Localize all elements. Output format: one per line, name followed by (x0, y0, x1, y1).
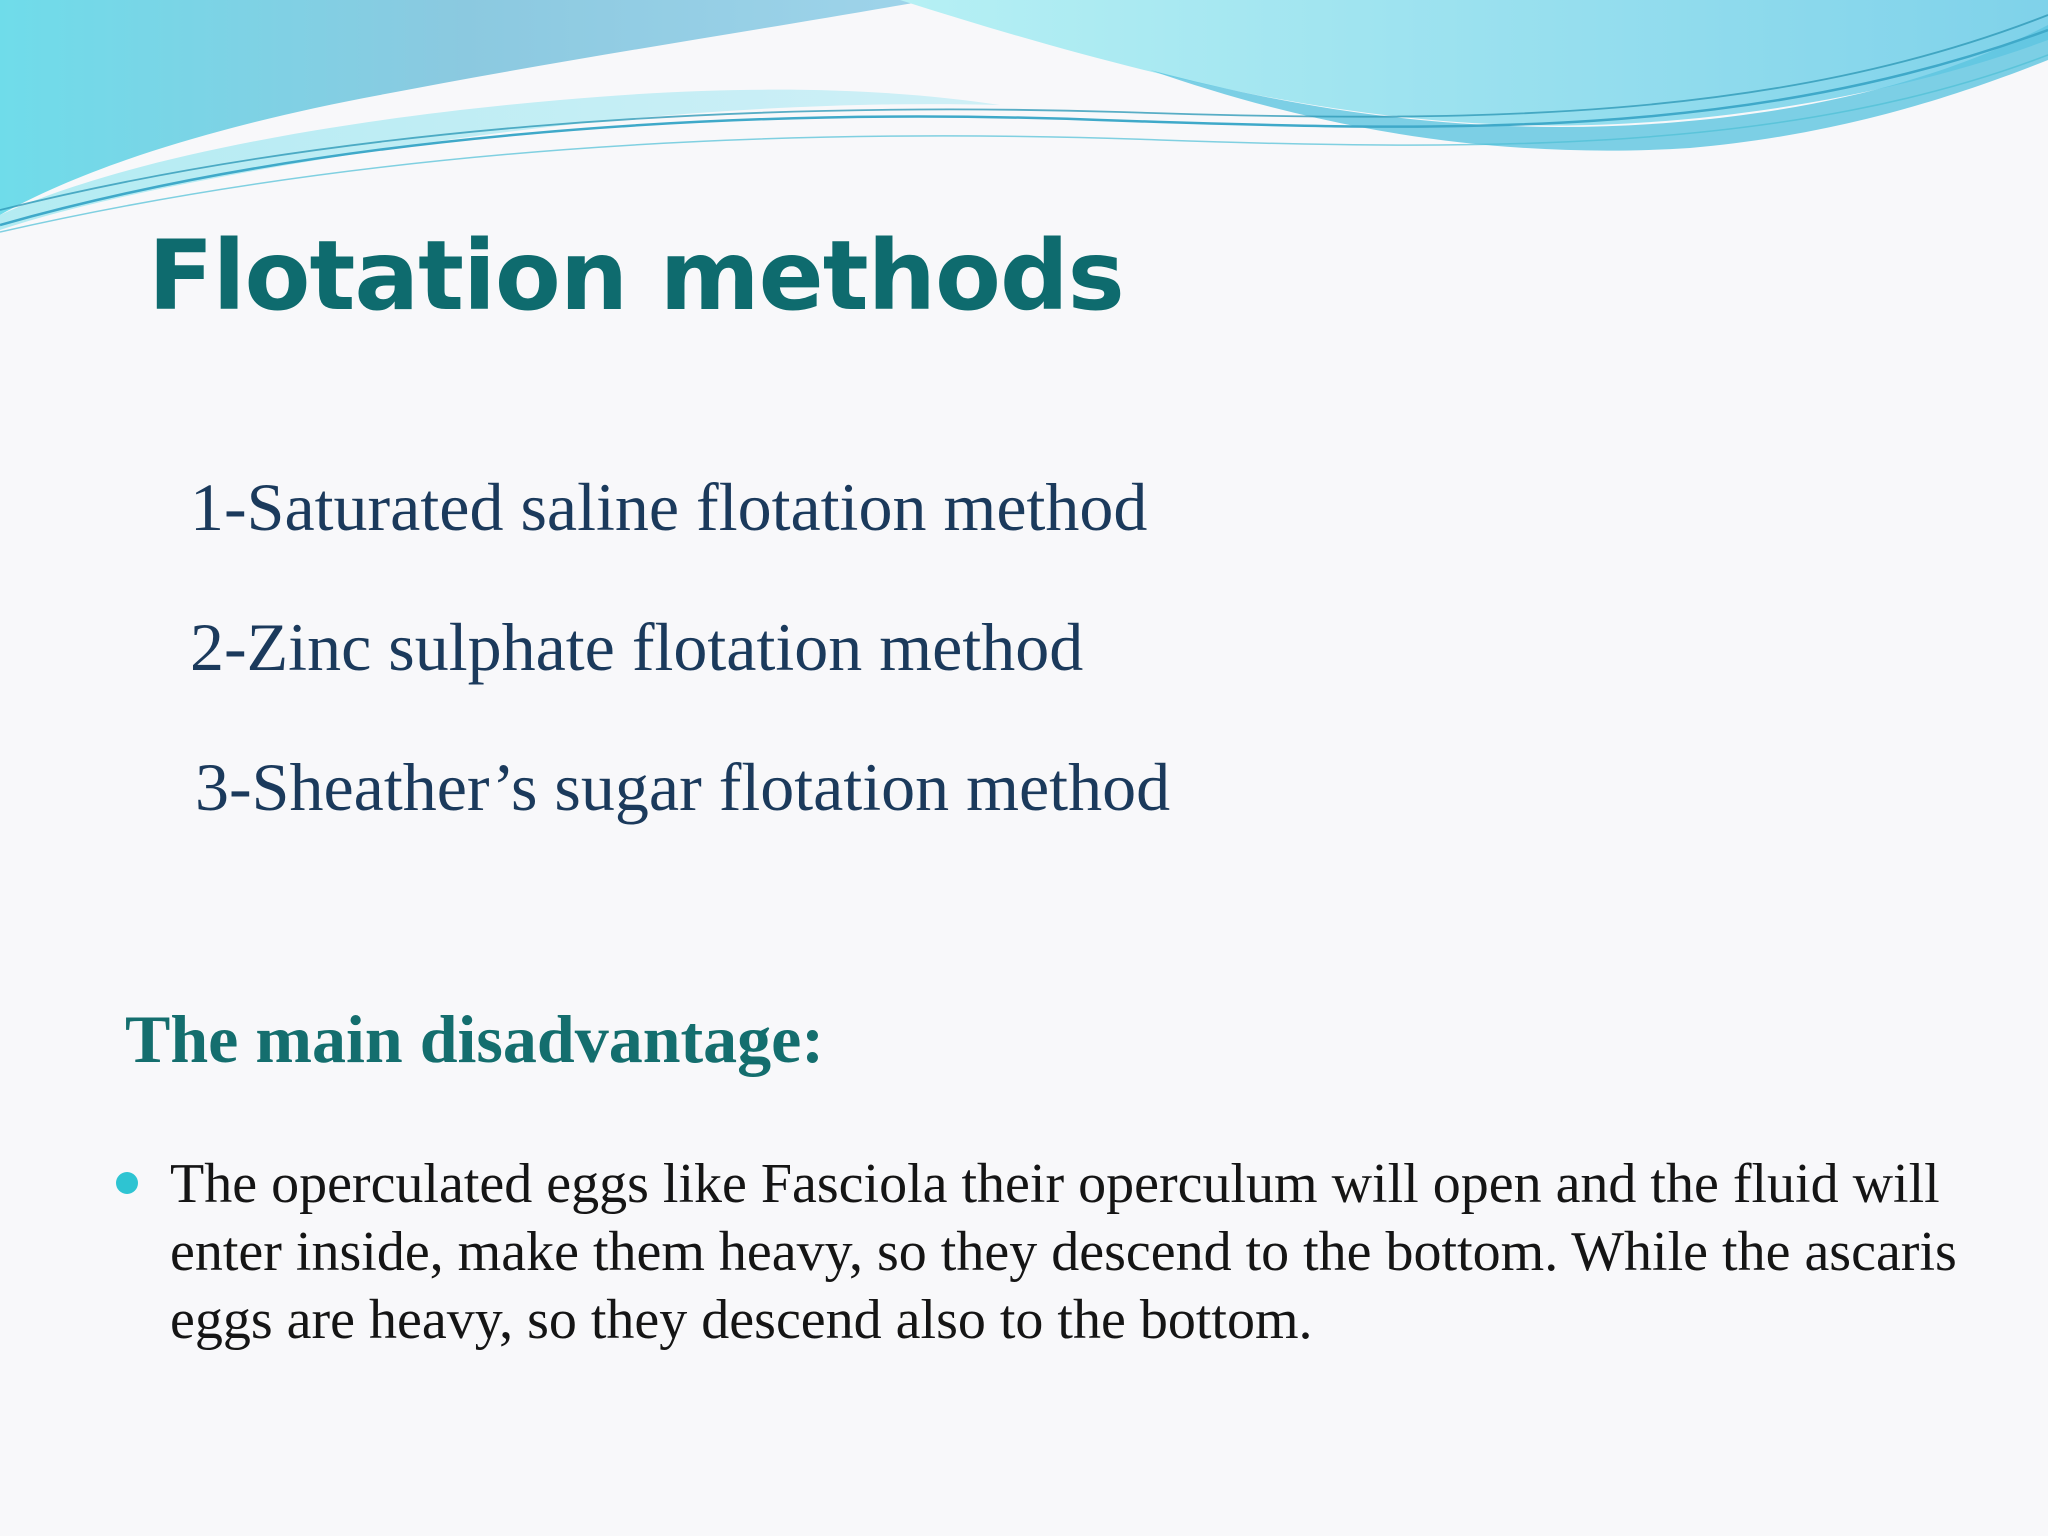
slide-title: Flotation methods (148, 220, 1124, 332)
bullet-text: The operculated eggs like Fasciola their operculum will open and the fluid will enter inside, make them heavy, so they descend to the bottom. While the ascaris eggs are heavy, so they descend also to the bottom. (170, 1153, 1957, 1351)
method-item: 3-Sheather’s sugar flotation method (195, 749, 1171, 825)
method-item: 2-Zinc sulphate flotation method (190, 609, 1084, 685)
bullet-dot-icon (116, 1172, 138, 1194)
header-wave-decoration (0, 0, 2048, 240)
disadvantage-heading: The main disadvantage: (125, 1001, 824, 1077)
method-item: 1-Saturated saline flotation method (190, 469, 1148, 545)
